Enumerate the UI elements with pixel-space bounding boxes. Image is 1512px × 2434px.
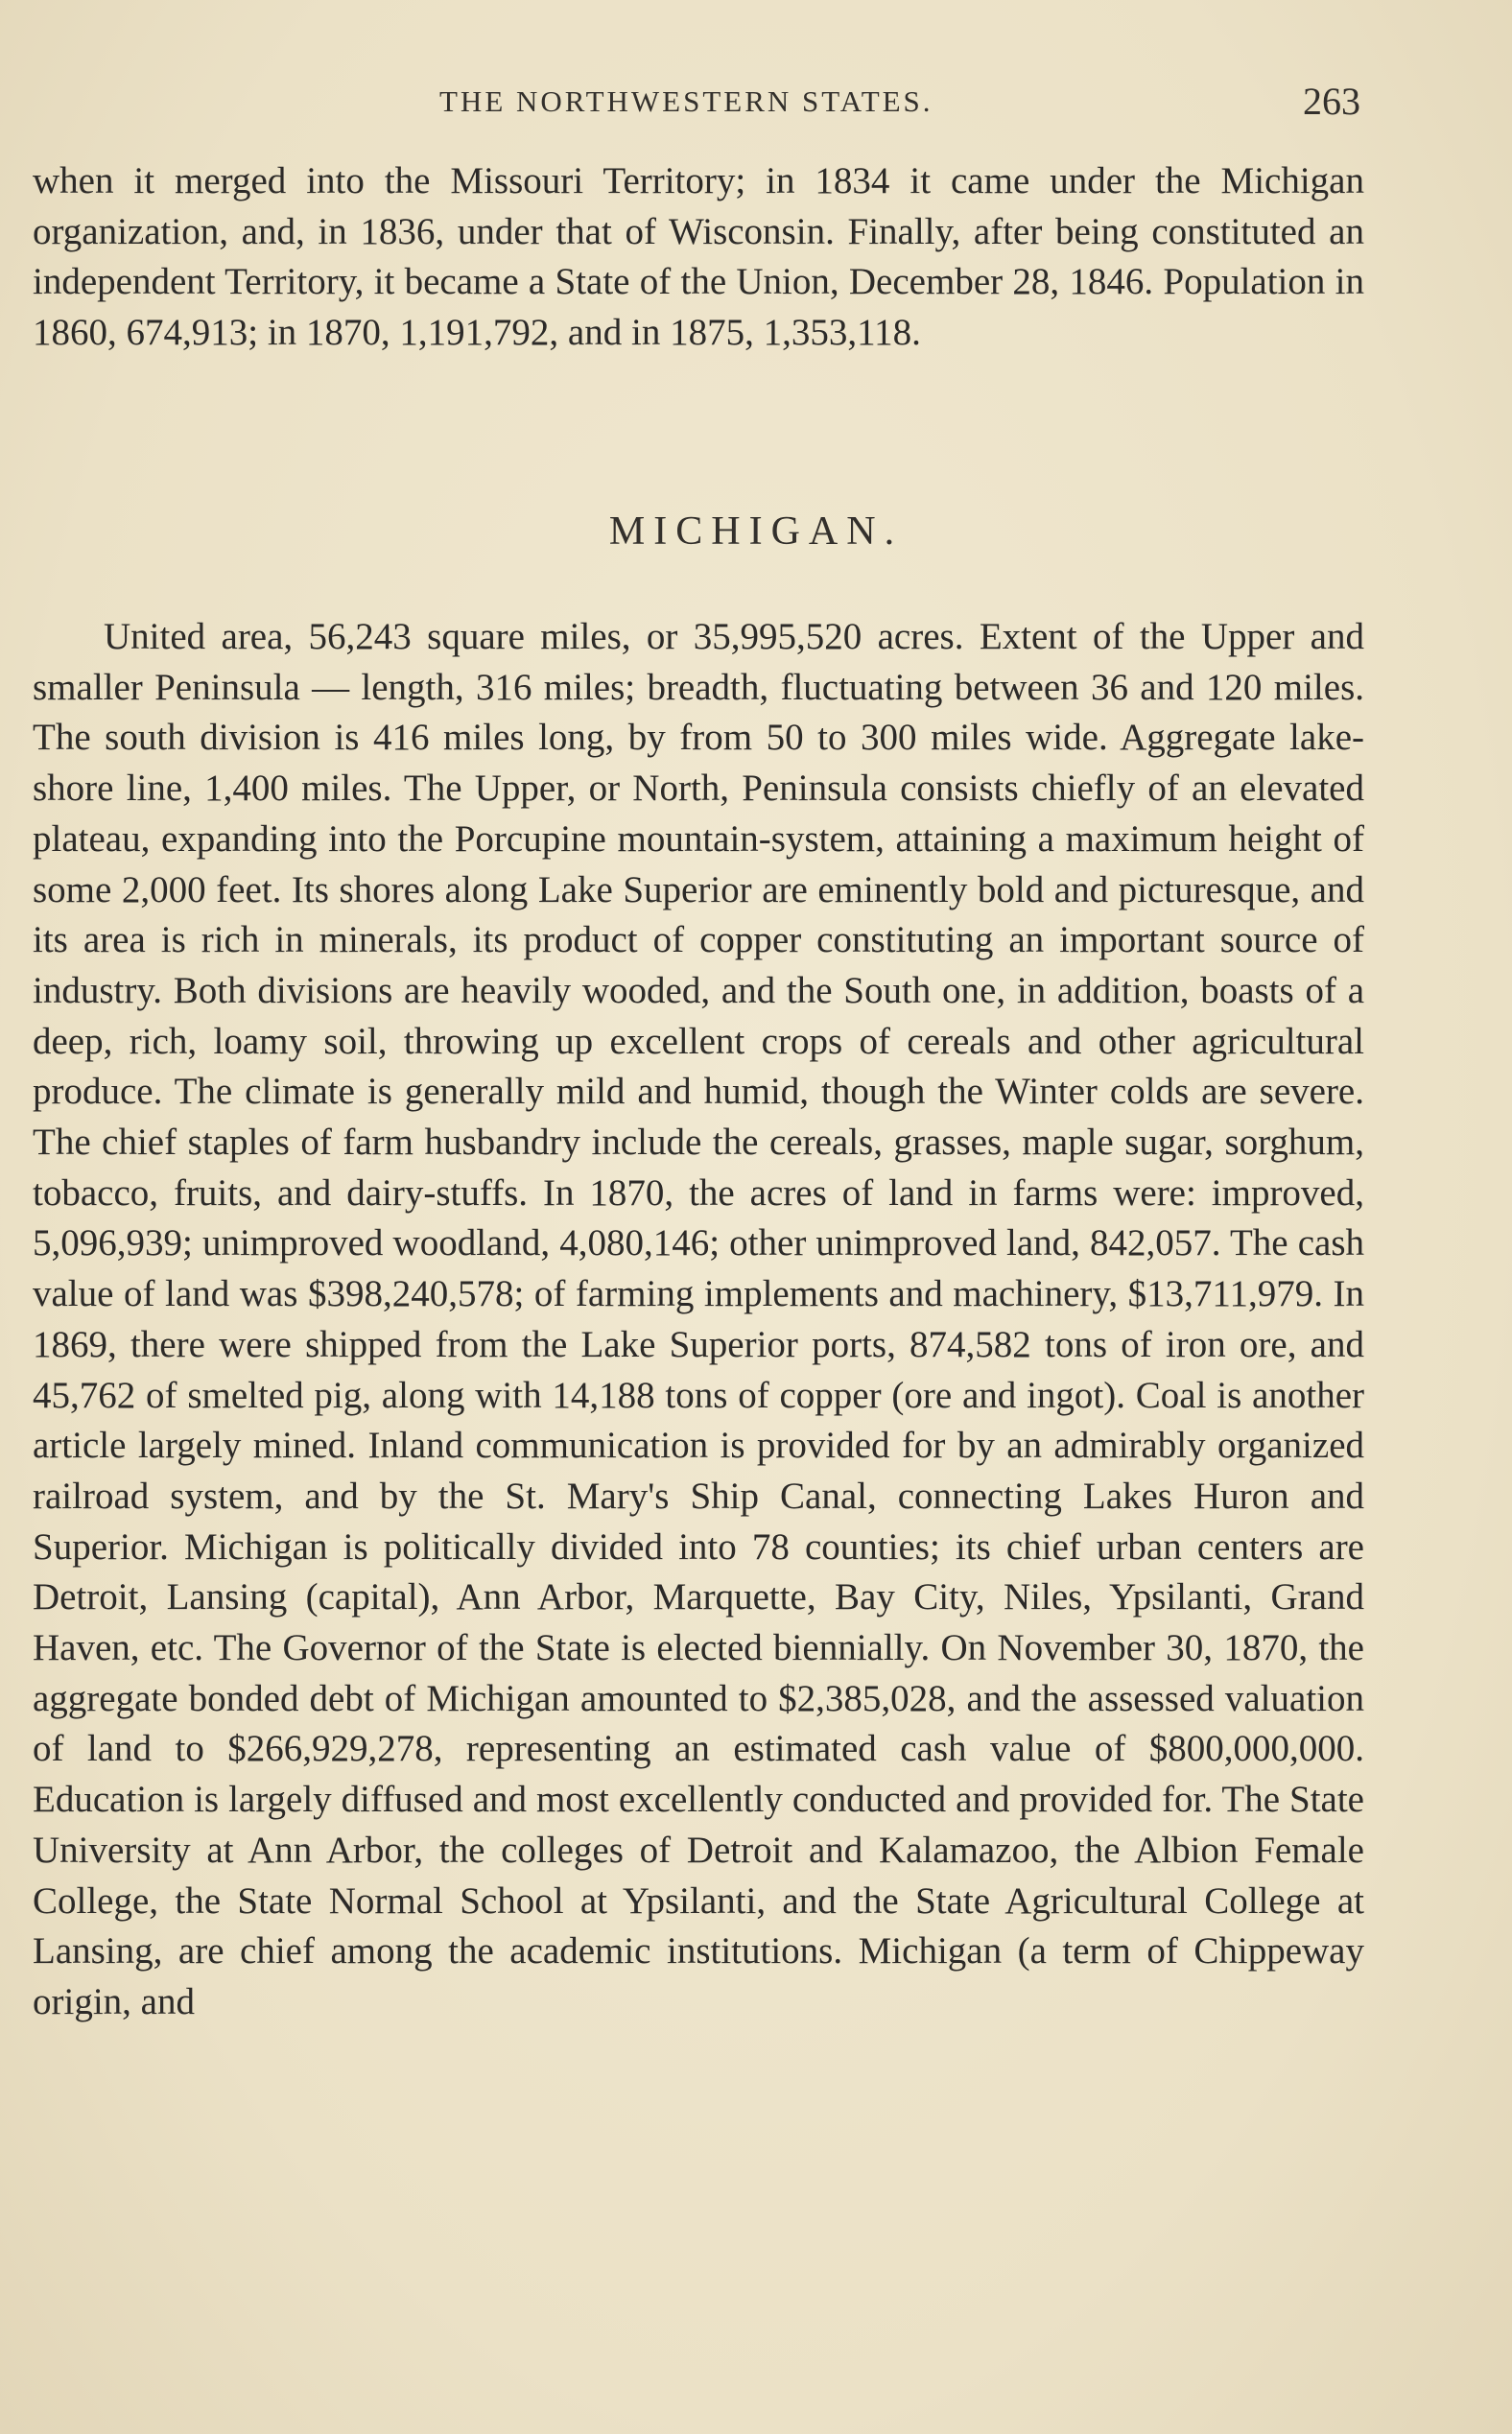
section-paragraph: United area, 56,243 square miles, or 35,995,520 acres. Extent of the Upper and smaller Peninsula — length, 316 miles; breadth, fluctuating between 36 and 120 miles. The south division is 416 miles long, by from 50 to 300 miles wide. Aggregate lake-shore line, 1,400 miles. The Upper, or North, Peninsula consists chiefly of an elevated plateau, expanding into the Porcupine mountain-system, attaining a maximum height of some 2,000 feet. Its shores along Lake Superior are eminently bold and picturesque, and its area is rich in minerals, its product of copper constituting an important source of industry. Both divisions are heavily wooded, and the South one, in addition, boasts of a deep, rich, loamy soil, throwing up excellent crops of cereals and other agricultural produce. The climate is generally mild and humid, though the Winter colds are severe. The chief staples of farm husbandry include the cereals, grasses, maple sugar, sorghum, tobacco, fruits, and dairy-stuffs. In 1870, the acres of land in farms were: improved, 5,096,939; unimproved woodland, 4,080,146; other unimproved land, 842,057. The cash value of land was $398,240,578; of farming implements and machinery, $13,711,979. In 1869, there were shipped from the Lake Superior ports, 874,582 tons of iron ore, and 45,762 of smelted pig, along with 14,188 tons of copper (ore and ingot). Coal is another article largely mined. Inland communication is provided for by an admirably organized railroad system, and by the St. Mary's Ship Canal, connecting Lakes Huron and Superior. Michigan is politically divided into 78 counties; its chief urban centers are Detroit, Lansing (capital), Ann Arbor, Marquette, Bay City, Niles, Ypsilanti, Grand Haven, etc. The Governor of the State is elected biennially. On November 30, 1870, the aggregate bonded debt of Michigan amounted to $2,385,028, and the assessed valuation of land to $266,929,278, representing an estimated cash value of $800,000,000. Education is largely diffused and most excellently conducted and provided for. The State University at Ann Arbor, the colleges of Detroit and Kalamazoo, the Albion Female College, the State Normal School at Ypsilanti, and the State Agricultural College at Lansing, are chief among the academic institutions. Michigan (a term of Chippeway origin, and <box>33 616 1364 2022</box>
section-heading: MICHIGAN. <box>608 509 904 554</box>
running-title: THE NORTHWESTERN STATES. <box>439 84 933 118</box>
running-head <box>0 75 1512 132</box>
page-number: 263 <box>1303 80 1360 123</box>
intro-paragraph: when it merged into the Missouri Territory; in 1834 it came under the Michigan organization, and, in 1836, under that of Wisconsin. Finally, after being constituted an independent Territory, it became a State of the Union, December 28, 1846. Population in 1860, 674,913; in 1870, 1,191,792, and in 1875, 1,353,118. <box>33 160 1364 354</box>
